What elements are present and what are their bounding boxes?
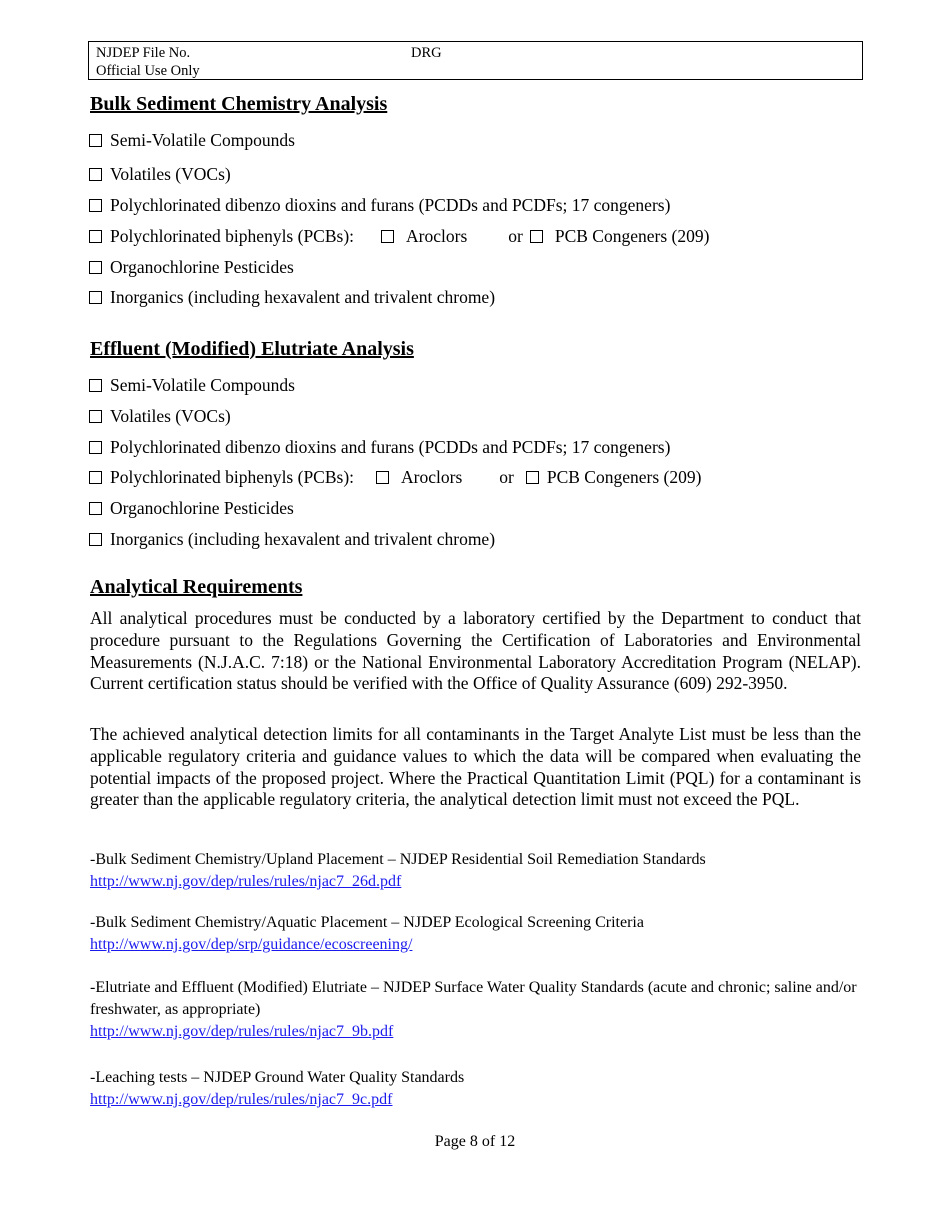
official-use-label: Official Use Only [96,63,200,79]
bulk-pesticides-checkbox[interactable] [89,261,102,274]
analytical-section-title: Analytical Requirements [90,576,303,598]
bulk-aroclors-checkbox[interactable] [381,230,394,243]
ref-leaching-text: -Leaching tests – NJDEP Ground Water Quality Standards [90,1069,465,1086]
page-number: Page 8 of 12 [434,1133,516,1150]
bulk-pcb-label: Polychlorinated biphenyls (PCBs): [110,226,355,246]
ref-upland-text: -Bulk Sediment Chemistry/Upland Placement – NJDEP Residential Soil Remediation Standards [90,851,706,868]
bulk-svoc-checkbox[interactable] [89,134,102,147]
effluent-voc-row [89,405,231,427]
effluent-pcb-label: Polychlorinated biphenyls (PCBs): [110,467,355,487]
effluent-svoc-row [89,374,295,396]
bulk-section-title: Bulk Sediment Chemistry Analysis [90,93,388,115]
effluent-congeners-label: PCB Congeners (209) [546,467,702,487]
bulk-or-label: or [508,226,523,246]
effluent-aroclors-checkbox[interactable] [376,471,389,484]
bulk-voc-label: Volatiles (VOCs) [110,164,231,184]
bulk-congeners-checkbox[interactable] [530,230,543,243]
ref-upland [90,849,865,893]
bulk-inorganics-checkbox[interactable] [89,291,102,304]
effluent-pesticides-row [89,497,294,519]
bulk-pcb-row [89,225,709,247]
bulk-inorganics-label: Inorganics (including hexavalent and trivalent chrome) [110,287,496,307]
effluent-aroclors-label: Aroclors [401,467,463,487]
ref-elutriate-text: -Elutriate and Effluent (Modified) Elutriate – NJDEP Surface Water Quality Standards (acute and chronic; saline and/or freshwater, as appropriate) [90,979,857,1018]
ref-leaching-link[interactable]: http://www.nj.gov/dep/rules/rules/njac7_9c.pdf [90,1091,393,1108]
effluent-inorganics-label: Inorganics (including hexavalent and trivalent chrome) [110,529,496,549]
effluent-dioxins-checkbox[interactable] [89,441,102,454]
effluent-dioxins-label: Polychlorinated dibenzo dioxins and furans (PCDDs and PCDFs; 17 congeners) [110,437,671,457]
bulk-voc-checkbox[interactable] [89,168,102,181]
analytical-paragraph-2: The achieved analytical detection limits for all contaminants in the Target Analyte List must be less than the applicable regulatory criteria and guidance values to which the data will be compared when evaluating the potential impacts of the proposed project. Where the Practical Quantitation Limit (PQL) for a contaminant is greater than the applicable regulatory criteria, the analytical detection limit must not exceed the PQL. [90,724,861,810]
effluent-inorganics-row [89,528,495,550]
bulk-pcb-checkbox[interactable] [89,230,102,243]
effluent-svoc-checkbox[interactable] [89,379,102,392]
bulk-svoc-row [89,129,295,151]
effluent-congeners-checkbox[interactable] [526,471,539,484]
effluent-section-title: Effluent (Modified) Elutriate Analysis [90,338,414,360]
effluent-pesticides-checkbox[interactable] [89,502,102,515]
bulk-dioxins-label: Polychlorinated dibenzo dioxins and furans (PCDDs and PCDFs; 17 congeners) [110,195,671,215]
effluent-inorganics-checkbox[interactable] [89,533,102,546]
bulk-dioxins-row [89,194,670,216]
effluent-pesticides-label: Organochlorine Pesticides [110,498,294,518]
effluent-dioxins-row [89,436,670,458]
bulk-congeners-label: PCB Congeners (209) [554,226,710,246]
effluent-voc-checkbox[interactable] [89,410,102,423]
file-no-label: NJDEP File No. [96,45,191,61]
analytical-paragraph-1: All analytical procedures must be conducted by a laboratory certified by the Department to conduct that procedure pursuant to the Regulations Governing the Certification of Laboratories and Environmental Measurements (N.J.A.C. 7:18) or the National Environmental Laboratory Accreditation Program (NELAP). Current certification status should be verified with the Office of Quality Assurance (609) 292-3950. [90,608,861,694]
official-use-header [88,41,863,80]
ref-aquatic [90,912,865,956]
bulk-dioxins-checkbox[interactable] [89,199,102,212]
effluent-pcb-checkbox[interactable] [89,471,102,484]
drg-label: DRG [411,45,442,61]
ref-aquatic-text: -Bulk Sediment Chemistry/Aquatic Placement – NJDEP Ecological Screening Criteria [90,914,644,931]
effluent-voc-label: Volatiles (VOCs) [110,406,231,426]
bulk-inorganics-row [89,286,495,308]
bulk-pesticides-label: Organochlorine Pesticides [110,257,294,277]
ref-upland-link[interactable]: http://www.nj.gov/dep/rules/rules/njac7_26d.pdf [90,873,402,890]
ref-aquatic-link[interactable]: http://www.nj.gov/dep/srp/guidance/ecoscreening/ [90,936,413,953]
ref-elutriate [90,977,865,1043]
bulk-aroclors-label: Aroclors [406,226,468,246]
bulk-voc-row [89,163,231,185]
ref-elutriate-link[interactable]: http://www.nj.gov/dep/rules/rules/njac7_9b.pdf [90,1023,394,1040]
bulk-svoc-label: Semi-Volatile Compounds [110,130,295,150]
effluent-pcb-row [89,466,701,488]
bulk-pesticides-row [89,256,294,278]
effluent-svoc-label: Semi-Volatile Compounds [110,375,295,395]
ref-leaching [90,1067,865,1111]
effluent-or-label: or [499,467,514,487]
